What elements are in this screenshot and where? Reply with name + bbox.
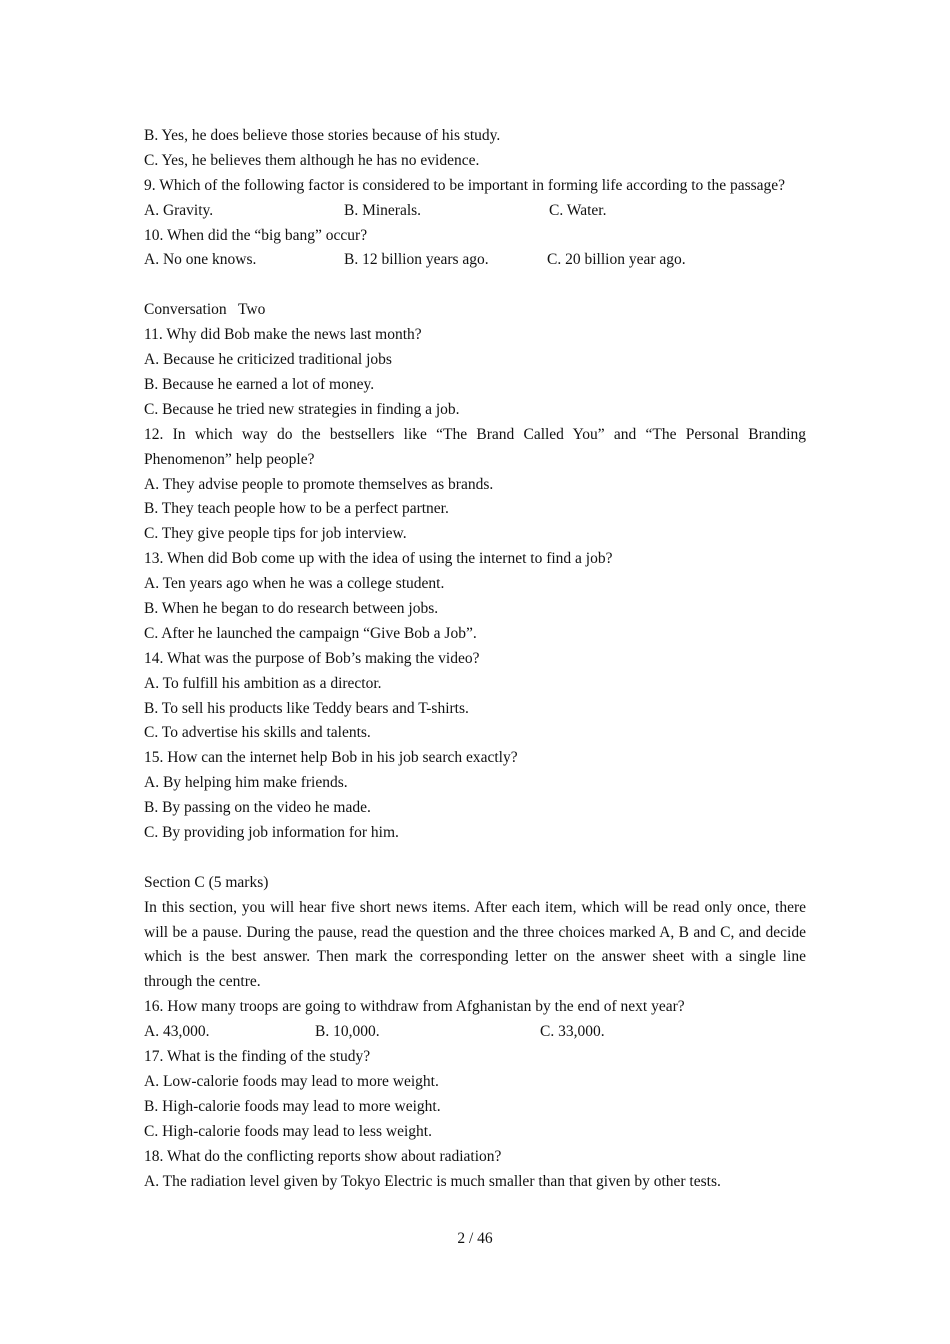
section-c-instructions: In this section, you will hear five short news items. After each item, which will be read only once, there will be a pause. During the pause, read the question and the three choices marked A, B and C, and decide which is the best answer. Then mark the corresponding letter on the answer sheet with a single line through the centre. — [144, 898, 806, 991]
q9-option-a: A. Gravity. — [144, 201, 214, 219]
question-10: 10. When did the “big bang” occur? — [144, 226, 368, 244]
q12-option-c: C. They give people tips for job interview. — [144, 525, 407, 543]
q13-option-a: A. Ten years ago when he was a college student. — [144, 575, 445, 593]
question-18: 18. What do the conflicting reports show about radiation? — [144, 1147, 502, 1165]
question-13: 13. When did Bob come up with the idea of using the internet to find a job? — [144, 550, 613, 568]
q11-option-a: A. Because he criticized traditional jobs — [144, 351, 392, 369]
q17-option-c: C. High-calorie foods may lead to less weight. — [144, 1122, 432, 1140]
q13-option-b: B. When he began to do research between jobs. — [144, 599, 439, 617]
q9-options — [144, 199, 806, 224]
q12-option-b: B. They teach people how to be a perfect partner. — [144, 500, 449, 518]
q16-options — [144, 1020, 806, 1045]
question-11: 11. Why did Bob make the news last month? — [144, 326, 422, 344]
question-16: 16. How many troops are going to withdraw from Afghanistan by the end of next year? — [144, 998, 685, 1016]
question-12: 12. In which way do the bestsellers like “The Brand Called You” and “The Personal Branding Phenomenon” help people? — [144, 425, 806, 468]
q15-option-b: B. By passing on the video he made. — [144, 799, 371, 817]
question-17: 17. What is the finding of the study? — [144, 1048, 371, 1066]
q14-option-a: A. To fulfill his ambition as a director. — [144, 674, 382, 692]
q10-option-b: B. 12 billion years ago. — [344, 251, 489, 269]
q13-option-c: C. After he launched the campaign “Give Bob a Job”. — [144, 624, 477, 642]
q10-option-a: A. No one knows. — [144, 251, 257, 269]
question-9: 9. Which of the following factor is considered to be important in forming life according to the passage? — [144, 176, 786, 194]
q11-option-c: C. Because he tried new strategies in finding a job. — [144, 400, 460, 418]
q16-option-a: A. 43,000. — [144, 1023, 210, 1041]
q14-option-c: C. To advertise his skills and talents. — [144, 724, 371, 742]
q9-option-c: C. Water. — [549, 201, 607, 219]
q17-option-b: B. High-calorie foods may lead to more weight. — [144, 1097, 441, 1115]
question-15: 15. How can the internet help Bob in his job search exactly? — [144, 749, 518, 767]
spacer — [144, 846, 806, 871]
q8-option-c: C. Yes, he believes them although he has no evidence. — [144, 151, 480, 169]
q15-option-a: A. By helping him make friends. — [144, 774, 348, 792]
page-content — [144, 124, 806, 1194]
conversation-two-heading: Conversation Two — [144, 301, 266, 319]
q17-option-a: A. Low-calorie foods may lead to more weight. — [144, 1072, 439, 1090]
q11-option-b: B. Because he earned a lot of money. — [144, 375, 375, 393]
page-number: 2 / 46 — [457, 1230, 493, 1247]
q15-option-c: C. By providing job information for him. — [144, 823, 399, 841]
section-c-heading: Section C (5 marks) — [144, 873, 269, 891]
q18-option-a: A. The radiation level given by Tokyo Electric is much smaller than that given by other tests. — [144, 1172, 721, 1190]
q10-option-c: C. 20 billion year ago. — [547, 251, 686, 269]
q12-option-a: A. They advise people to promote themselves as brands. — [144, 475, 494, 493]
q16-option-b: B. 10,000. — [315, 1023, 380, 1041]
q16-option-c: C. 33,000. — [540, 1023, 605, 1041]
q8-option-b: B. Yes, he does believe those stories because of his study. — [144, 127, 501, 144]
spacer — [144, 273, 806, 298]
q14-option-b: B. To sell his products like Teddy bears and T-shirts. — [144, 699, 469, 717]
question-14: 14. What was the purpose of Bob’s making the video? — [144, 649, 480, 667]
q10-options — [144, 248, 806, 273]
q9-option-b: B. Minerals. — [344, 201, 422, 219]
